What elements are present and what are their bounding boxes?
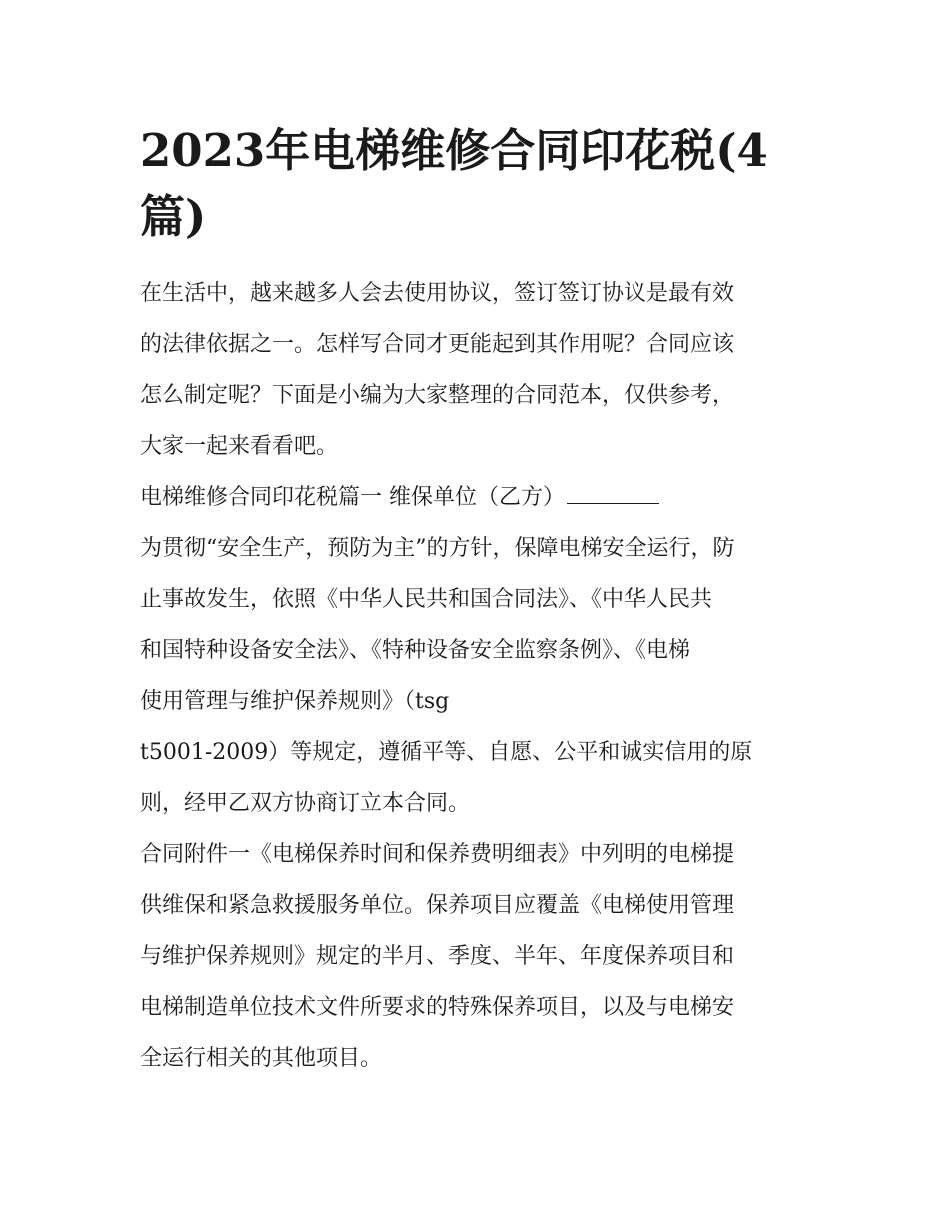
text-line: 则，经甲乙双方协商订立本合同。 — [140, 791, 471, 816]
text-line: 为贯彻“安全生产，预防为主”的方针，保障电梯安全运行，防 — [140, 536, 735, 561]
text-line: 电梯制造单位技术文件所要求的特殊保养项目，以及与电梯安 — [140, 995, 735, 1020]
principle-paragraph — [140, 727, 812, 829]
text-line: 全运行相关的其他项目。 — [140, 1046, 383, 1071]
title-line: 2023年电梯维修合同印花税(4 — [140, 124, 768, 177]
text-line — [140, 472, 812, 523]
text-line: 和国特种设备安全法》、《特种设备安全监察条例》、《电梯 — [140, 638, 691, 663]
intro-paragraph — [140, 268, 812, 472]
blank-fill-line — [567, 477, 659, 504]
text-line: 怎么制定呢？下面是小编为大家整理的合同范本，仅供参考， — [140, 383, 735, 408]
title-line: 篇) — [140, 190, 207, 243]
text-line: 在生活中，越来越多人会去使用协议，签订签订协议是最有效 — [140, 281, 735, 306]
text-line: 的法律依据之一。怎样写合同才更能起到其作用呢？合同应该 — [140, 332, 735, 357]
text-line: 合同附件一《电梯保养时间和保养费明细表》中列明的电梯提 — [140, 842, 735, 867]
text-line: 大家一起来看看吧。 — [140, 434, 339, 459]
section-heading-text: 电梯维修合同印花税篇一 维保单位（乙方） — [140, 485, 565, 510]
document-title — [140, 118, 812, 250]
text-line: 使用管理与维护保养规则》（tsg — [140, 689, 450, 714]
purpose-paragraph — [140, 523, 812, 727]
text-line: 供维保和紧急救援服务单位。保养项目应覆盖《电梯使用管理 — [140, 893, 735, 918]
text-line: 止事故发生，依照《中华人民共和国合同法》、《中华人民共 — [140, 587, 713, 612]
scope-paragraph — [140, 829, 812, 1084]
document-page — [140, 118, 812, 1084]
text-line: 与维护保养规则》规定的半月、季度、半年、年度保养项目和 — [140, 944, 735, 969]
section-heading-paragraph — [140, 472, 812, 523]
text-line: t5001-2009）等规定，遵循平等、自愿、公平和诚实信用的原 — [140, 740, 753, 765]
